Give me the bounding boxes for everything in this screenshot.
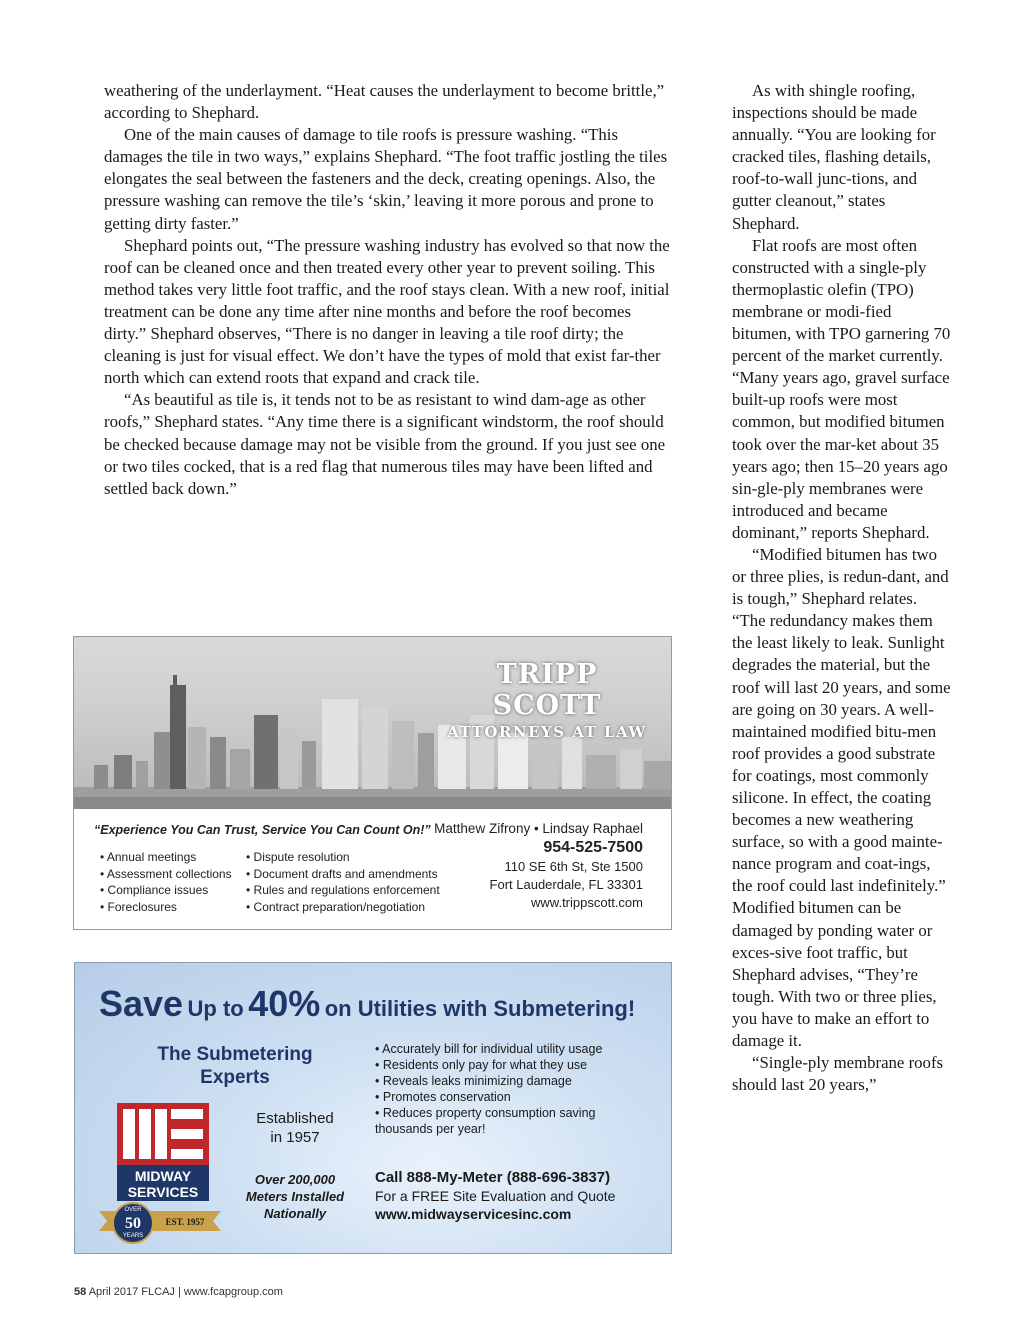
list-item: • Contract preparation/negotiation	[246, 899, 440, 916]
issue-label: April 2017 FLCAJ	[88, 1286, 175, 1298]
meters-line-1: Over 200,000	[254, 1172, 336, 1187]
headline-rest: on Utilities with Submetering!	[324, 996, 636, 1021]
experts-line-1: The Submetering	[157, 1044, 313, 1065]
meters-line-3: Nationally	[263, 1206, 327, 1221]
page-number: 58	[74, 1286, 87, 1298]
services-list-2	[246, 849, 440, 915]
paragraph: “Single-ply membrane roofs should last 20 years,”	[732, 1053, 944, 1095]
headline-save: Save	[99, 983, 184, 1024]
services-list-1	[100, 849, 232, 915]
list-item: • Accurately bill for individual utility usage	[375, 1041, 645, 1057]
call-to-action	[375, 1169, 615, 1222]
paragraph: Shephard points out, “The pressure washing industry has evolved so that now the roof can be cleaned once and then treated every other year to prevent soiling. This method takes very little foot traffic, and the roof stays clean. With a new roof, initial treatment can be done any time after nine months and before the roof becomes dirty.” Shephard observes, “There is no danger in leaving a tile roof dirty; the cleaning is just for visual effect. We don’t have the types of mold that exist far-ther north which can extend roots that expand and crack tile.	[104, 235, 670, 388]
list-item: • Document drafts and amendments	[246, 866, 440, 883]
paragraph: One of the main causes of damage to tile roofs is pressure washing. “This damages the tile in two ways,” explains Shephard. “The foot traffic jostling the tiles elongates the seal between the fasteners and the deck, creating openings. Also, the pressure washing can remove the tile’s ‘skin,’ leaving it more porous and prone to getting dirty faster.”	[104, 125, 668, 233]
free-evaluation: For a FREE Site Evaluation and Quote	[375, 1188, 616, 1204]
logo-years-number: 50	[125, 1215, 141, 1232]
list-item: • Assessment collections	[100, 866, 232, 883]
list-item: • Reduces property consumption saving thousands per year!	[375, 1105, 645, 1137]
logo-years: YEARS	[122, 1233, 144, 1239]
list-item: • Dispute resolution	[246, 849, 440, 866]
list-item: • Residents only pay for what they use	[375, 1057, 645, 1073]
list-item: • Foreclosures	[100, 899, 232, 916]
page-footer	[74, 1286, 283, 1298]
ad-headline	[99, 983, 635, 1025]
established-line-1: Established	[256, 1110, 334, 1127]
contact-block	[434, 821, 643, 911]
meters-installed-text	[235, 1171, 355, 1222]
tripp-scott-ad[interactable]	[73, 636, 672, 930]
call-phone[interactable]: Call 888-My-Meter (888-696-3837)	[375, 1169, 611, 1186]
skyline-photo	[74, 637, 671, 809]
experts-heading	[135, 1043, 335, 1089]
phone-number[interactable]: 954-525-7500	[543, 839, 643, 856]
firm-title	[442, 659, 652, 741]
logo-name-1: MIDWAY	[134, 1168, 192, 1184]
paragraph: Flat roofs are most often constructed with a single-ply thermoplastic olefin (TPO) membrane or modi-fied bitumen, with TPO garnering 70 percent of the market currently. “Many years ago, gravel surface built-up roofs were most common, but modified bitumen took over the mar-ket about 35 years ago; then 15–20 years ago sin-gle-ply membranes were introduced and became dominant,” reports Shephard.	[732, 235, 951, 542]
firm-name: TRIPP SCOTT	[492, 659, 602, 721]
footer-website[interactable]: www.fcapgroup.com	[183, 1286, 283, 1298]
paragraph: “As beautiful as tile is, it tends not to be as resistant to wind dam-age as other roofs,” Shephard states. “Any time there is a significant windstorm, the roof should be checked because damage may not be visible from the ground. If you just see one or two tiles cocked, that is a red flag that numerous tiles may have been lifted and settled back down.”	[104, 390, 666, 498]
list-item: • Annual meetings	[100, 849, 232, 866]
article-right-column	[732, 80, 954, 1096]
list-item: • Compliance issues	[100, 882, 232, 899]
footer-separator: |	[177, 1286, 181, 1298]
attorney-names: Matthew Zifrony • Lindsay Raphael	[434, 821, 643, 836]
paragraph: weathering of the underlayment. “Heat causes the underlayment to become brittle,” according to Shephard.	[104, 81, 665, 123]
paragraph: As with shingle roofing, inspections should be made annually. “You are looking for cracked tiles, flashing details, roof-to-wall junc-tions, and gutter cleanout,” states Shephard.	[732, 81, 936, 233]
established-text	[235, 1109, 355, 1147]
list-item: • Promotes conservation	[375, 1089, 645, 1105]
logo-name-2: SERVICES	[127, 1184, 199, 1200]
logo-over: OVER	[124, 1207, 142, 1213]
paragraph: “Modified bitumen has two or three plies, is redun-dant, and is tough,” Shephard relates. “The redundancy makes them the least likely to leak. Sunlight degrades the material, but the roof will last 20 years, and some are going on 30 years. A well-maintained modified bitu-men roof provides a good substrate for coatings, most commonly silicone. In effect, the coating becomes a new weathering surface, so with a good mainte-nance program and coat-ings, the roof could last indefinitely.” Modified bitumen can be damaged by ponding water or exces-sive foot traffic, but Shephard advises, “They’re tough. With two or three plies, you have to make an effort to damage it.	[732, 544, 951, 1051]
established-line-2: in 1957	[270, 1129, 320, 1146]
firm-subtitle: ATTORNEYS AT LAW	[447, 723, 647, 741]
list-item: • Reveals leaks minimizing damage	[375, 1073, 645, 1089]
meters-line-2: Meters Installed	[245, 1189, 345, 1204]
address-line-1: 110 SE 6th St, Ste 1500	[504, 859, 643, 874]
experts-line-2: Experts	[200, 1067, 270, 1088]
article-left-column	[104, 80, 670, 500]
benefits-list	[375, 1041, 645, 1137]
ad-tagline: “Experience You Can Trust, Service You Can Count On!”	[94, 823, 431, 837]
website-link[interactable]: www.midwayservicesinc.com	[375, 1206, 572, 1222]
list-item: • Rules and regulations enforcement	[246, 882, 440, 899]
midway-logo	[97, 1103, 225, 1245]
address-line-2: Fort Lauderdale, FL 33301	[489, 877, 643, 892]
headline-percent: 40%	[248, 983, 321, 1024]
midway-services-ad[interactable]	[74, 962, 672, 1254]
logo-est: EST. 1957	[165, 1217, 205, 1227]
website-link[interactable]: www.trippscott.com	[531, 895, 643, 910]
headline-upto: Up to	[187, 996, 244, 1021]
